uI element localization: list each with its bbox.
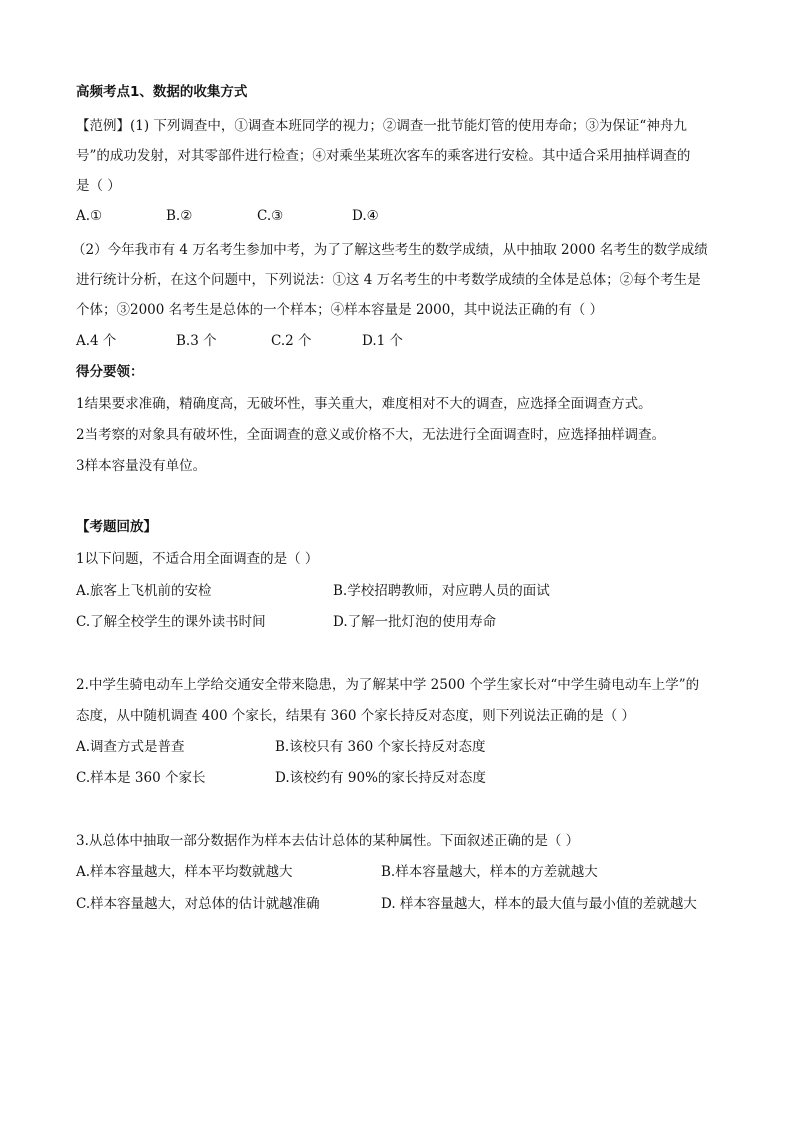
review-q2-option-a: A.调查方式是普查 bbox=[76, 739, 185, 755]
review-q2-stem-line2: 态度，从中随机调查 400 个家长，结果有 360 个家长持反对态度，则下列说法正确的是（ ） bbox=[76, 708, 635, 724]
review-q2-option-b: B.该校只有 360 个家长持反对态度 bbox=[275, 739, 486, 755]
review-q1-option-a: A.旅客上飞机前的安检 bbox=[76, 583, 212, 599]
review-q2-option-c: C.样本是 360 个家长 bbox=[76, 770, 206, 786]
example-q1-line3: 是（ ） bbox=[76, 178, 121, 194]
tip-item-2: 2当考察的对象具有破坏性，全面调查的意义或价格不大，无法进行全面调查时，应选择抽样调查。 bbox=[76, 427, 666, 443]
example-q2-option-b: B.3 个 bbox=[176, 333, 217, 349]
review-q1-option-b: B.学校招聘教师，对应聘人员的面试 bbox=[333, 583, 550, 599]
review-q3-option-a: A.样本容量越大，样本平均数就越大 bbox=[76, 864, 293, 880]
example-q1-option-b: B.② bbox=[166, 208, 193, 224]
review-q2-stem-line1: 2.中学生骑电动车上学给交通安全带来隐患，为了解某中学 2500 个学生家长对“中学生骑电动车上学”的 bbox=[76, 677, 700, 693]
example-q1-line1: 【范例】(1) 下列调查中，①调查本班同学的视力；②调查一批节能灯管的使用寿命；③为保证“神舟九 bbox=[76, 118, 687, 134]
example-q1-option-d: D.④ bbox=[352, 208, 379, 224]
review-title: 【考题回放】 bbox=[76, 519, 157, 535]
section-title: 高频考点1、数据的收集方式 bbox=[76, 84, 248, 100]
review-q3-option-b: B.样本容量越大，样本的方差就越大 bbox=[381, 864, 598, 880]
tip-item-3: 3样本容量没有单位。 bbox=[76, 458, 207, 474]
example-q1-option-c: C.③ bbox=[257, 208, 284, 224]
review-q1-stem: 1以下问题，不适合用全面调查的是（ ） bbox=[76, 551, 319, 567]
review-q3-stem: 3.从总体中抽取一部分数据作为样本去估计总体的某种属性。下面叙述正确的是（ ） bbox=[76, 833, 580, 849]
review-q1-option-d: D.了解一批灯泡的使用寿命 bbox=[333, 614, 497, 630]
review-q3-option-d: D. 样本容量越大，样本的最大值与最小值的差就越大 bbox=[381, 896, 697, 912]
example-q2-line3: 个体；③2000 名考生是总体的一个样本；④样本容量是 2000，其中说法正确的有（ ） bbox=[76, 302, 604, 318]
example-q2-option-d: D.1 个 bbox=[362, 333, 404, 349]
tips-title: 得分要领： bbox=[76, 364, 144, 380]
example-q1-line2: 号”的成功发射，对其零部件进行检查；④对乘坐某班次客车的乘客进行安检。其中适合采用抽样调查的 bbox=[76, 148, 691, 164]
tip-item-1: 1结果要求准确，精确度高，无破坏性，事关重大，难度相对不大的调查，应选择全面调查方式。 bbox=[76, 396, 652, 412]
example-q2-option-a: A.4 个 bbox=[76, 333, 117, 349]
example-q1-option-a: A.① bbox=[76, 208, 103, 224]
review-q3-option-c: C.样本容量越大，对总体的估计就越准确 bbox=[76, 896, 320, 912]
example-q2-line2: 进行统计分析，在这个问题中，下列说法：①这 4 万名考生的中考数学成绩的全体是总体；②每个考生是 bbox=[76, 272, 701, 288]
review-q1-option-c: C.了解全校学生的课外读书时间 bbox=[76, 614, 266, 630]
review-q2-option-d: D.该校约有 90%的家长持反对态度 bbox=[275, 770, 486, 786]
example-q2-line1: （2）今年我市有 4 万名考生参加中考，为了了解这些考生的数学成绩，从中抽取 2000 名考生的数学成绩 bbox=[72, 242, 708, 258]
example-q2-option-c: C.2 个 bbox=[271, 333, 312, 349]
